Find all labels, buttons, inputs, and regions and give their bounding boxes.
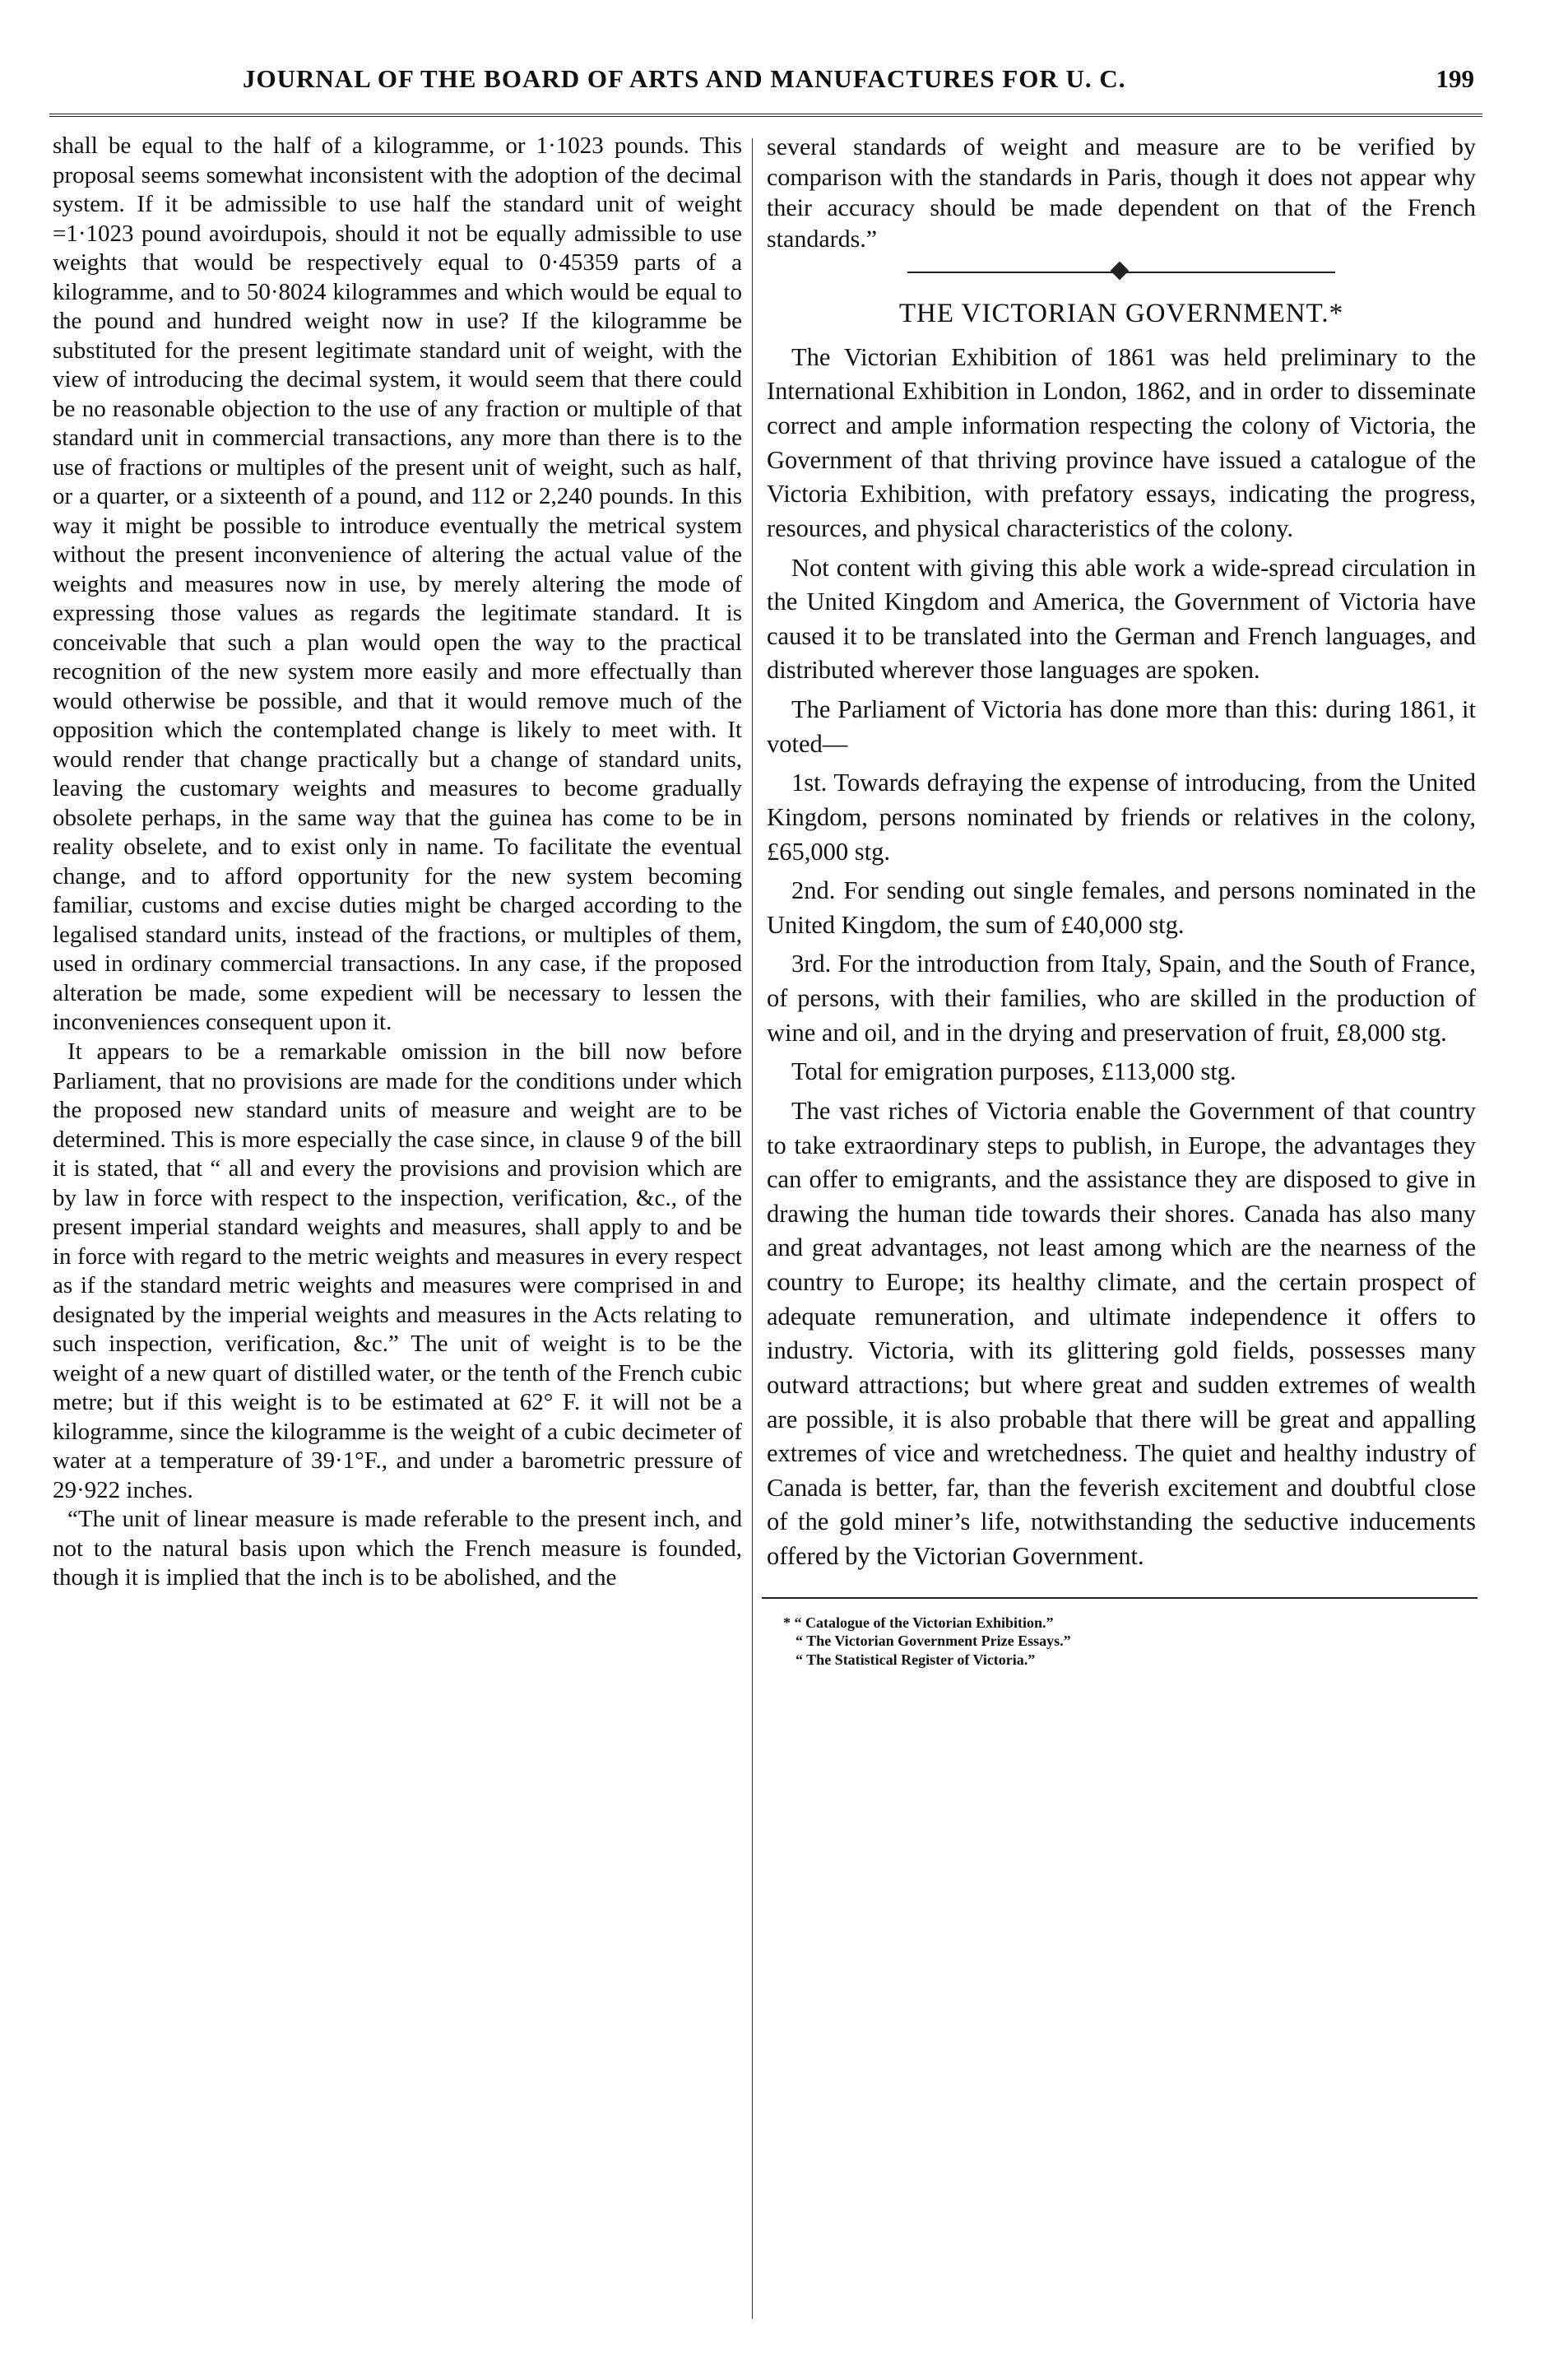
footnote-rule bbox=[762, 1597, 1478, 1599]
running-title: JOURNAL OF THE BOARD OF ARTS AND MANUFACTURES FOR U. C. bbox=[243, 64, 1126, 93]
footnote-2: “ The Victorian Government Prize Essays.” bbox=[796, 1633, 1071, 1650]
section-heading: THE VICTORIAN GOVERNMENT.* bbox=[898, 298, 1344, 328]
right-paragraph-1: The Victorian Exhibition of 1861 was held preliminary to the International Exhibition in London, 1862, and in order to disseminate correct and ample information respecting the colony of Victoria, the Government of that thriving province have issued a catalogue of the Victoria Exhibition, with prefatory essays, indicating the progress, resources, and physical characteristics of the colony. bbox=[767, 342, 1476, 542]
right-paragraph-8: The vast riches of Victoria enable the Government of that country to take extraordinary steps to publish, in Europe, the advantages they can offer to emigrants, and the assistance they are disposed to give in drawing the human tide towards their shores. Canada has also many and great advantages, not least among which are the nearness of the country to Europe; its healthy climate, and the certain prospect of adequate remuneration, and ultimate independence it offers to industry. Victoria, with its glittering gold fields, possesses many outward attractions; but where great and sudden extremes of wealth are possible, it is also probable that there will be great and appalling extremes of vice and wretchedness. The quiet and healthy industry of Canada is better, far, than the feverish excitement and doubtful close of the gold miner’s life, notwithstanding the seductive inducements offered by the Victorian Government. bbox=[767, 1096, 1476, 1571]
footnotes bbox=[767, 1614, 1476, 1670]
right-paragraph-6: 3rd. For the introduction from Italy, Spain, and the South of France, of persons, with their families, who are skilled in the production of wine and oil, and in the drying and preservation of fruit, £8,000 stg. bbox=[767, 950, 1476, 1047]
right-paragraph-4: 1st. Towards defraying the expense of introducing, from the United Kingdom, persons nominated by friends or relatives in the colony, £65,000 stg. bbox=[767, 769, 1476, 866]
page-number: 199 bbox=[1436, 64, 1474, 93]
right-paragraph-2: Not content with giving this able work a wide-spread circulation in the United Kingdom and America, the Government of Victoria have caused it to be translated into the German and French languages, and distributed wherever those languages are spoken. bbox=[767, 553, 1476, 685]
right-paragraph-7: Total for emigration purposes, £113,000 stg. bbox=[791, 1057, 1236, 1086]
left-column bbox=[53, 132, 742, 1593]
left-paragraph-1: shall be equal to the half of a kilogramme, or 1·1023 pounds. This proposal seems somewhat inconsistent with the adoption of the decimal system. If it be admissible to use half the standard unit of weight =1·1023 pound avoirdupois, should it not be equally admissible to use weights that would be respectively equal to 0·45359 parts of a kilogramme, and to 50·8024 kilogrammes and which would be equal to the pound and hundred weight now in use? If the kilogramme be substituted for the present legitimate standard unit of weight, with the view of introducing the decimal system, it would seem that there could be no reasonable objection to the use of any fraction or multiple of that standard unit in commercial transactions, any more than there is to the use of fractions or multiples of the present unit of weight, such as half, or a quarter, or a sixteenth of a pound, and 112 or 2,240 pounds. In this way it might be possible to introduce eventually the metrical system without the present inconvenience of altering the actual value of the weights and measures now in use, by merely altering the mode of expressing those values as regards the legitimate standard. It is conceivable that such a plan would open the way to the practical recognition of the new system more easily and more effectually than would otherwise be possible, and that it would remove much of the opposition which the contemplated change is likely to meet with. It would render that change practically but a change of standard units, leaving the customary weights and measures to become gradually obsolete perhaps, in the same way that the guinea has come to be in reality obselete, and to exist only in name. To facilitate the eventual change, and to afford opportunity for the new system becoming familiar, customs and excise duties might be charged according to the legalised standard units, instead of the fractions, or multiples of them, used in ordinary commercial transactions. In any case, if the proposed alteration be made, some expedient will be necessary to lessen the inconveniences consequent upon it. bbox=[53, 132, 742, 1036]
right-paragraph-5: 2nd. For sending out single females, and persons nominated in the United Kingdom, the sum of £40,000 stg. bbox=[767, 876, 1476, 939]
quote-continuation: several standards of weight and measure are to be verified by comparison with the standards in Paris, though it does not appear why their accuracy should be made dependent on that of the French standards.” bbox=[767, 133, 1476, 253]
footnote-1: * “ Catalogue of the Victorian Exhibition.” bbox=[783, 1614, 1054, 1631]
right-column bbox=[767, 132, 1476, 1669]
section-divider-ornament bbox=[907, 264, 1335, 281]
header-rule bbox=[49, 114, 1482, 117]
footnote-3: “ The Statistical Register of Victoria.” bbox=[796, 1651, 1036, 1668]
column-divider bbox=[752, 138, 753, 2319]
left-paragraph-3: “The unit of linear measure is made referable to the present inch, and not to the natural basis upon which the French measure is founded, though it is implied that the inch is to be abolished, and the bbox=[53, 1506, 742, 1591]
running-head bbox=[49, 64, 1481, 110]
right-paragraph-3: The Parliament of Victoria has done more than this: during 1861, it voted— bbox=[767, 695, 1476, 758]
left-paragraph-2: It appears to be a remarkable omission in the bill now before Parliament, that no provisions are made for the conditions under which the proposed new standard units of measure and weight are to be determined. This is more especially the case since, in clause 9 of the bill it is stated, that “ all and every the provisions and provision which are by law in force with respect to the inspection, verification, &c., of the present imperial standard weights and measures, shall apply to and be in force with regard to the metric weights and measures in every respect as if the standard metric weights and measures were comprised in and designated by the imperial weights and measures in the Acts relating to such inspection, verification, &c.” The unit of weight is to be the weight of a new quart of distilled water, or the tenth of the French cubic metre; but if this weight is to be estimated at 62° F. it will not be a kilogramme, since the kilogramme is the weight of a cubic decimeter of water at a temperature of 39·1°F., and under a barometric pressure of 29·922 inches. bbox=[53, 1038, 742, 1503]
